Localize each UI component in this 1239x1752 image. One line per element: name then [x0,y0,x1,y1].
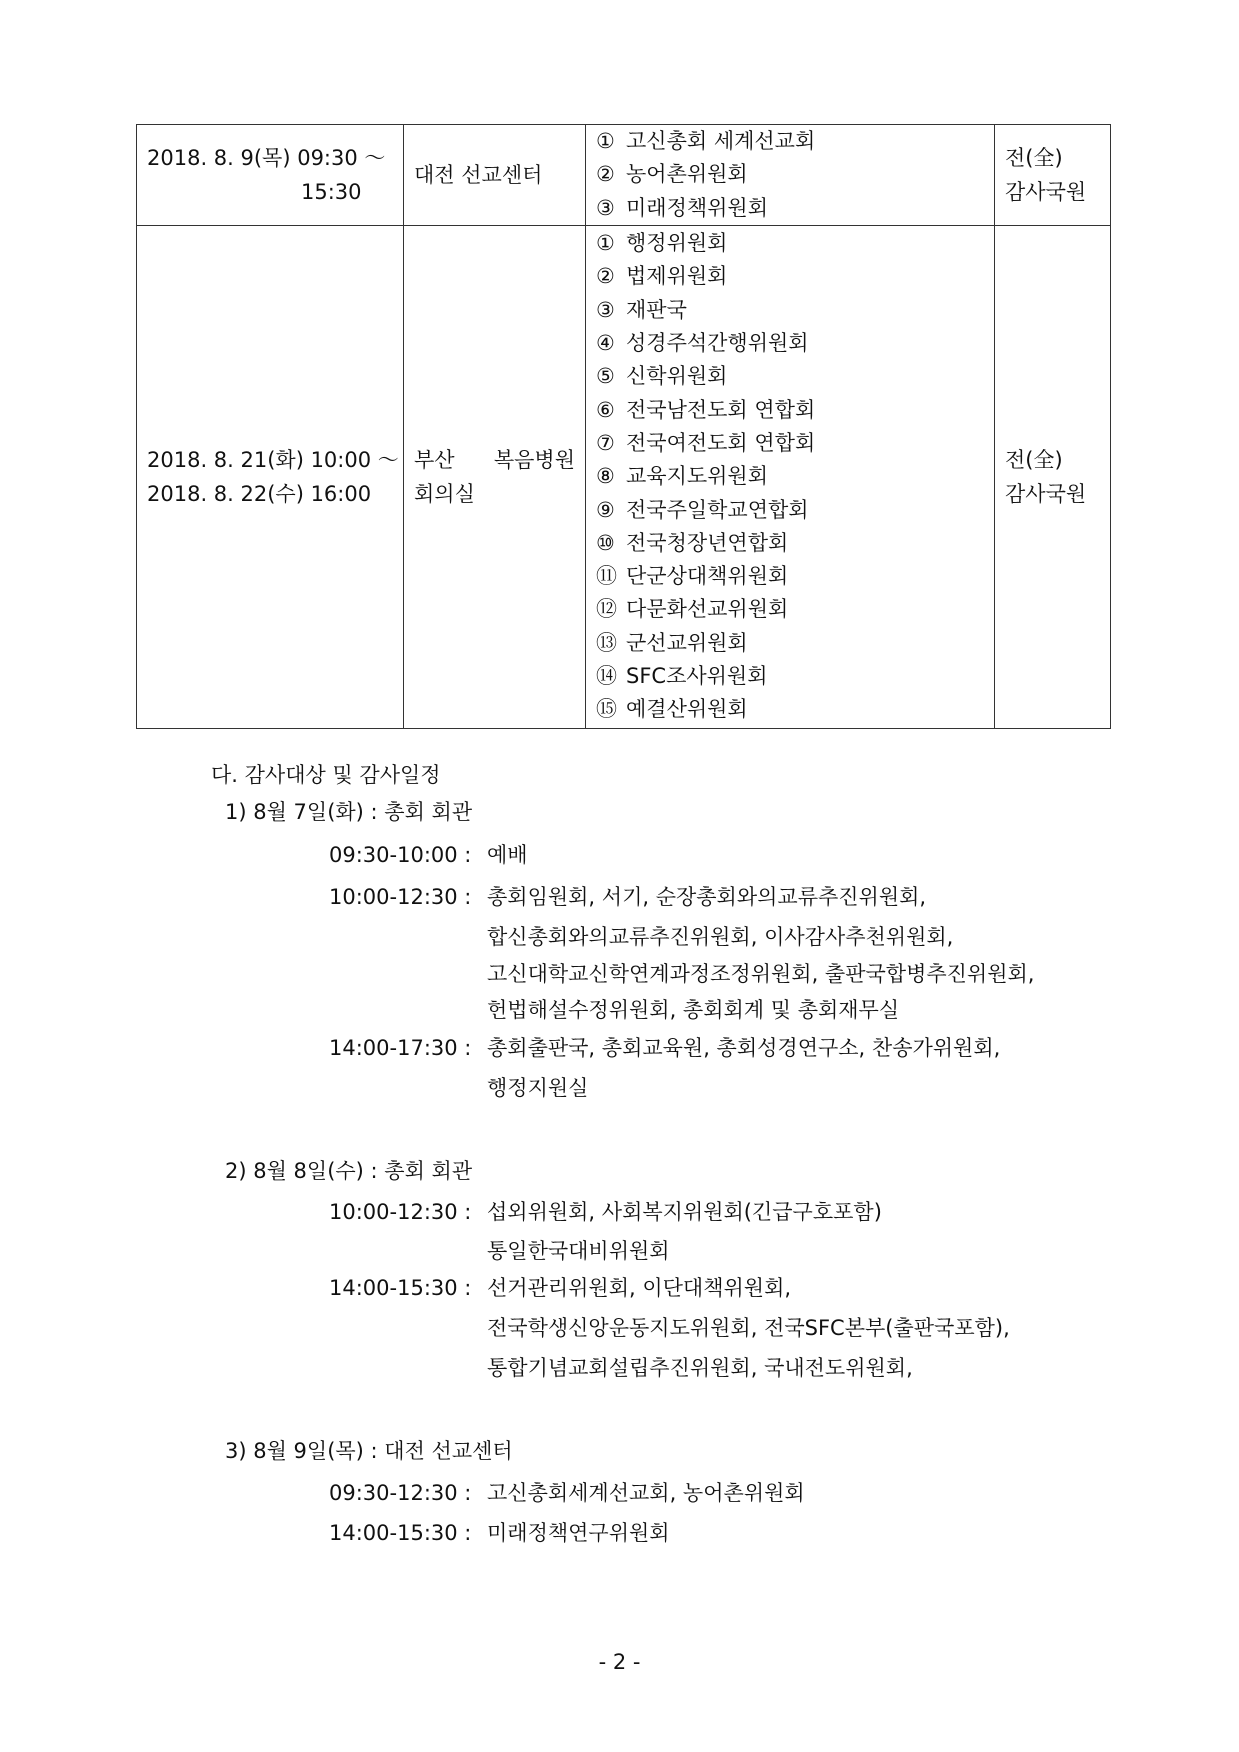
item-number: ⑪ [596,564,617,589]
list-item [596,693,994,726]
list-item [596,660,994,693]
place-cell [404,125,586,226]
item-name: 고신총회 세계선교회 [626,129,816,153]
item-number: ③ [596,195,615,220]
list-item [596,494,994,527]
list-item [596,294,994,327]
auditor-line: 전(全) [1005,447,1063,472]
item-number: ⑨ [596,497,615,522]
item-name: 전국남전도회 연합회 [626,397,816,422]
item-number: ⑩ [596,530,615,555]
auditor-cell [995,225,1111,728]
item-name: 전국여전도회 연합회 [626,430,816,455]
place-line: 부산 복음병원 [414,447,575,472]
slot-line: 총회임원회, 서기, 순장총회와의교류추진위원회, [487,885,927,909]
item-number: ⑤ [596,364,615,389]
item-name: 전국청장년연합회 [626,530,789,555]
committee-list-cell [586,125,995,226]
item-number: ⑥ [596,397,615,422]
date-line: 2018. 8. 21(화) 10:00 ～ [147,447,399,472]
item-number: ③ [596,297,615,322]
time-slot: 14:00-15:30 : [329,1521,472,1545]
section-title: 다. 감사대상 및 감사일정 [211,763,441,787]
item-number: ② [596,162,615,187]
item-name: 다문화선교위원회 [626,597,789,622]
item-name: SFC조사위원회 [626,664,768,689]
item-number: ④ [596,331,615,356]
slot-line: 선거관리위원회, 이단대책위원회, [487,1276,792,1300]
time-slot: 09:30-12:30 : [329,1481,472,1505]
audit-schedule-table [136,124,1111,729]
table-row [137,125,1111,226]
place-line: 회의실 [414,481,475,506]
item-name: 재판국 [626,297,687,322]
item-number: ⑫ [596,597,617,622]
slot-line: 통합기념교회설립추진위원회, 국내전도위원회, [487,1356,913,1380]
list-item [596,192,994,225]
day-heading: 2) 8월 8일(수) : 총회 회관 [225,1159,473,1183]
item-number: ⑮ [596,697,617,722]
list-item [596,627,994,660]
date-line: 2018. 8. 22(수) 16:00 [147,481,372,506]
item-name: 단군상대책위원회 [626,564,789,589]
time-slot: 14:00-15:30 : [329,1276,472,1300]
item-number: ① [596,231,615,256]
list-item [596,327,994,360]
slot-line: 전국학생신앙운동지도위원회, 전국SFC본부(출판국포함), [487,1316,1010,1340]
slot-line: 헌법해설수정위원회, 총회회계 및 총회재무실 [487,998,900,1022]
item-number: ⑬ [596,630,617,655]
day-heading: 3) 8월 9일(목) : 대전 선교센터 [225,1439,513,1463]
slot-line: 미래정책연구위원회 [487,1521,670,1545]
time-slot: 14:00-17:30 : [329,1036,472,1060]
place-cell [404,225,586,728]
list-item [596,125,994,158]
list-item [596,560,994,593]
auditor-line: 전(全) [1005,145,1063,170]
list-item [596,158,994,191]
list-item [596,593,994,626]
list-item [596,360,994,393]
item-name: 전국주일학교연합회 [626,497,809,522]
slot-line: 총회출판국, 총회교육원, 총회성경연구소, 찬송가위원회, [487,1036,1001,1060]
item-number: ② [596,264,615,289]
auditor-line: 감사국원 [1005,179,1087,204]
item-name: 미래정책위원회 [626,195,769,220]
table-row [137,225,1111,728]
date-cell [137,225,404,728]
list-item [596,460,994,493]
item-name: 교육지도위원회 [626,464,769,489]
slot-line: 행정지원실 [487,1076,589,1100]
item-name: 행정위원회 [626,231,728,256]
item-name: 예결산위원회 [626,697,748,722]
auditor-cell [995,125,1111,226]
item-name: 법제위원회 [626,264,728,289]
item-name: 성경주석간행위원회 [626,331,809,356]
auditor-line: 감사국원 [1005,481,1087,506]
item-number: ⑦ [596,430,615,455]
list-item [596,394,994,427]
item-name: 농어촌위원회 [626,162,748,187]
slot-line: 고신대학교신학연계과정조정위원회, 출판국합병추진위원회, [487,962,1035,986]
slot-line: 섭외위원회, 사회복지위원회(긴급구호포함) [487,1200,882,1224]
slot-line: 예배 [487,843,528,867]
time-slot: 10:00-12:30 : [329,1200,472,1224]
committee-list-cell [586,225,995,728]
time-slot: 10:00-12:30 : [329,885,472,909]
date-cell [137,125,404,226]
item-name: 신학위원회 [626,364,728,389]
place-line: 대전 선교센터 [414,162,543,187]
date-line: 15:30 [301,179,362,204]
item-number: ⑧ [596,464,615,489]
list-item [596,427,994,460]
slot-line: 통일한국대비위원회 [487,1239,670,1263]
date-line: 2018. 8. 9(목) 09:30 ～ [147,145,386,170]
item-number: ① [596,129,615,153]
time-slot: 09:30-10:00 : [329,843,472,867]
list-item [596,260,994,293]
list-item [596,227,994,260]
item-number: ⑭ [596,664,617,689]
slot-line: 고신총회세계선교회, 농어촌위원회 [487,1481,805,1505]
page-number: - 2 - [598,1650,641,1674]
slot-line: 합신총회와의교류추진위원회, 이사감사추천위원회, [487,925,954,949]
day-heading: 1) 8월 7일(화) : 총회 회관 [225,800,473,824]
item-name: 군선교위원회 [626,630,748,655]
list-item [596,527,994,560]
